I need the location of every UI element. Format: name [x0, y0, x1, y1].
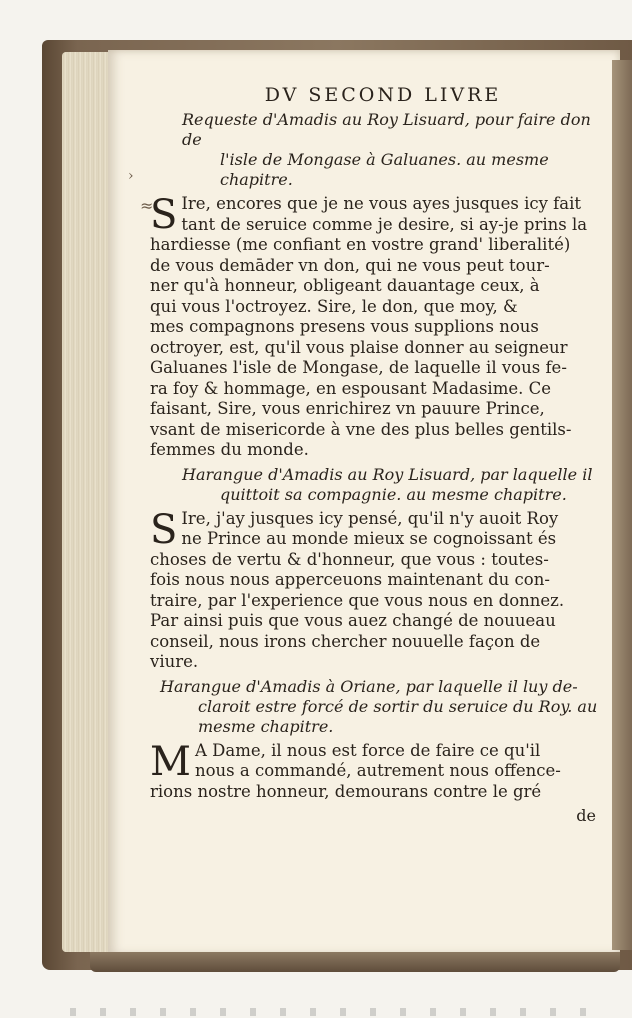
- running-head: DV SECOND LIVRE: [264, 84, 502, 106]
- margin-scribble: ≈: [140, 196, 154, 215]
- heading-line: quittoit sa compagnie. au mesme chapitre.: [220, 484, 567, 504]
- paragraph-line: ner qu'à honneur, obligeant dauantage ceux, à: [150, 276, 540, 295]
- paragraph-line: choses de vertu & d'honneur, que vous : toutes-: [150, 549, 549, 569]
- paragraph-line: fois nous nous apperceuons maintenant du con-: [150, 570, 550, 589]
- section-heading: [150, 110, 616, 190]
- heading-line: claroit estre forcé de sortir du seruice du Roy. au: [198, 696, 598, 716]
- heading-line: l'isle de Mongase à Galuanes. au mesme chapitre.: [220, 150, 549, 189]
- catchword: de: [576, 806, 596, 825]
- paragraph-line: rions nostre honneur, demourans contre le gré: [150, 781, 542, 801]
- section-heading: [150, 677, 616, 737]
- paragraph-line: octroyer, est, qu'il vous plaise donner au seigneur: [150, 337, 568, 357]
- paragraph-line: conseil, nous irons chercher nouuelle façon de: [150, 631, 541, 651]
- paragraph: [150, 738, 616, 803]
- drop-initial: S: [150, 506, 178, 553]
- heading-line: Requeste d'Amadis au Roy Lisuard, pour faire don de: [182, 110, 591, 149]
- paragraph-line: tant de seruice comme je desire, si ay-je prins la: [181, 214, 588, 234]
- paragraph-line: Par ainsi puis que vous auez changé de nouueau: [150, 611, 556, 630]
- paragraph-line: Ire, j'ay jusques icy pensé, qu'il n'y auoit Roy: [181, 508, 559, 528]
- paragraph-line: Ire, encores que je ne vous ayes jusques icy fait: [181, 194, 581, 213]
- paragraph-line: nous a commandé, autrement nous offence-: [194, 761, 561, 780]
- heading-line: Harangue d'Amadis au Roy Lisuard, par laquelle il: [182, 464, 593, 484]
- scan-cutline: [70, 1008, 610, 1016]
- page-text: [150, 84, 616, 825]
- paragraph-line: traire, par l'experience que vous nous en donnez.: [150, 590, 565, 610]
- section-heading: [150, 465, 616, 505]
- drop-initial: S: [150, 192, 178, 238]
- paragraph-line: viure.: [150, 652, 199, 671]
- paragraph-line: de vous demāder vn don, qui ne vous peut tour-: [150, 255, 550, 275]
- paragraph-line: Galuanes l'isle de Mongase, de laquelle il vous fe-: [150, 358, 567, 377]
- paragraph: [150, 194, 616, 461]
- paragraph-line: ne Prince au monde mieux se cognoissant és: [181, 529, 557, 548]
- paragraph-line: ra foy & hommage, en espousant Madasime. Ce: [150, 378, 551, 398]
- heading-line: Harangue d'Amadis à Oriane, par laquelle il luy de-: [160, 676, 578, 696]
- paragraph-line: qui vous l'octroyez. Sire, le don, que moy, &: [150, 296, 518, 316]
- paragraph-line: hardiesse (me confiant en vostre grand' liberalité): [150, 235, 571, 254]
- paragraph-line: faisant, Sire, vous enrichirez vn pauure Prince,: [150, 399, 545, 418]
- paragraph-line: mes compagnons presens vous supplions nous: [150, 317, 539, 336]
- paragraph-line: femmes du monde.: [150, 440, 309, 459]
- heading-line: mesme chapitre.: [198, 716, 334, 736]
- drop-initial: M: [150, 738, 191, 785]
- book-bottom-edge: [90, 952, 620, 972]
- paragraph-line: A Dame, il nous est force de faire ce qu'il: [194, 740, 541, 760]
- paragraph-line: vsant de misericorde à vne des plus belles gentils-: [150, 419, 572, 439]
- paragraph: [150, 506, 616, 673]
- margin-mark: ›: [128, 168, 134, 184]
